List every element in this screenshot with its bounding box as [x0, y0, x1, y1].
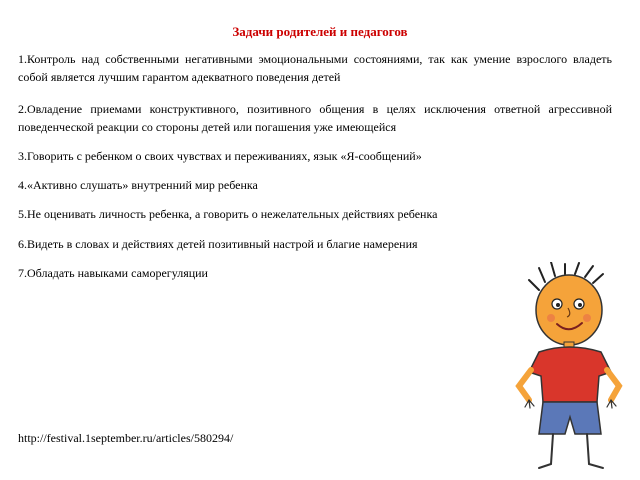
- task-item-6: 6.Видеть в словах и действиях детей позитивный настрой и благие намерения: [18, 237, 418, 251]
- task-item-3: 3.Говорить с ребенком о своих чувствах и переживаниях, язык «Я-сообщений»: [18, 149, 422, 163]
- source-link[interactable]: http://festival.1september.ru/articles/580294/: [18, 431, 234, 445]
- task-item-1: 1.Контроль над собственными негативными эмоциональными состояниями, так как умение взрослого владеть собой является лучшим гарантом адекватного поведения детей: [18, 52, 612, 84]
- task-item-2: 2.Овладение приемами конструктивного, позитивного общения в целях исключения ответной агрессивной поведенческой реакции со стороны детей или погашения уже имеющейся: [18, 102, 612, 134]
- page-title: Задачи родителей и педагогов: [232, 24, 408, 39]
- task-item-5: 5.Не оценивать личность ребенка, а говорить о нежелательных действиях ребенка: [18, 207, 438, 221]
- shorts-icon: [539, 402, 601, 434]
- shirt-icon: [529, 347, 611, 402]
- task-item-4: 4.«Активно слушать» внутренний мир ребенка: [18, 178, 258, 192]
- task-item-7: 7.Обладать навыками саморегуляции: [18, 266, 208, 280]
- cartoon-boy-icon: [515, 262, 630, 476]
